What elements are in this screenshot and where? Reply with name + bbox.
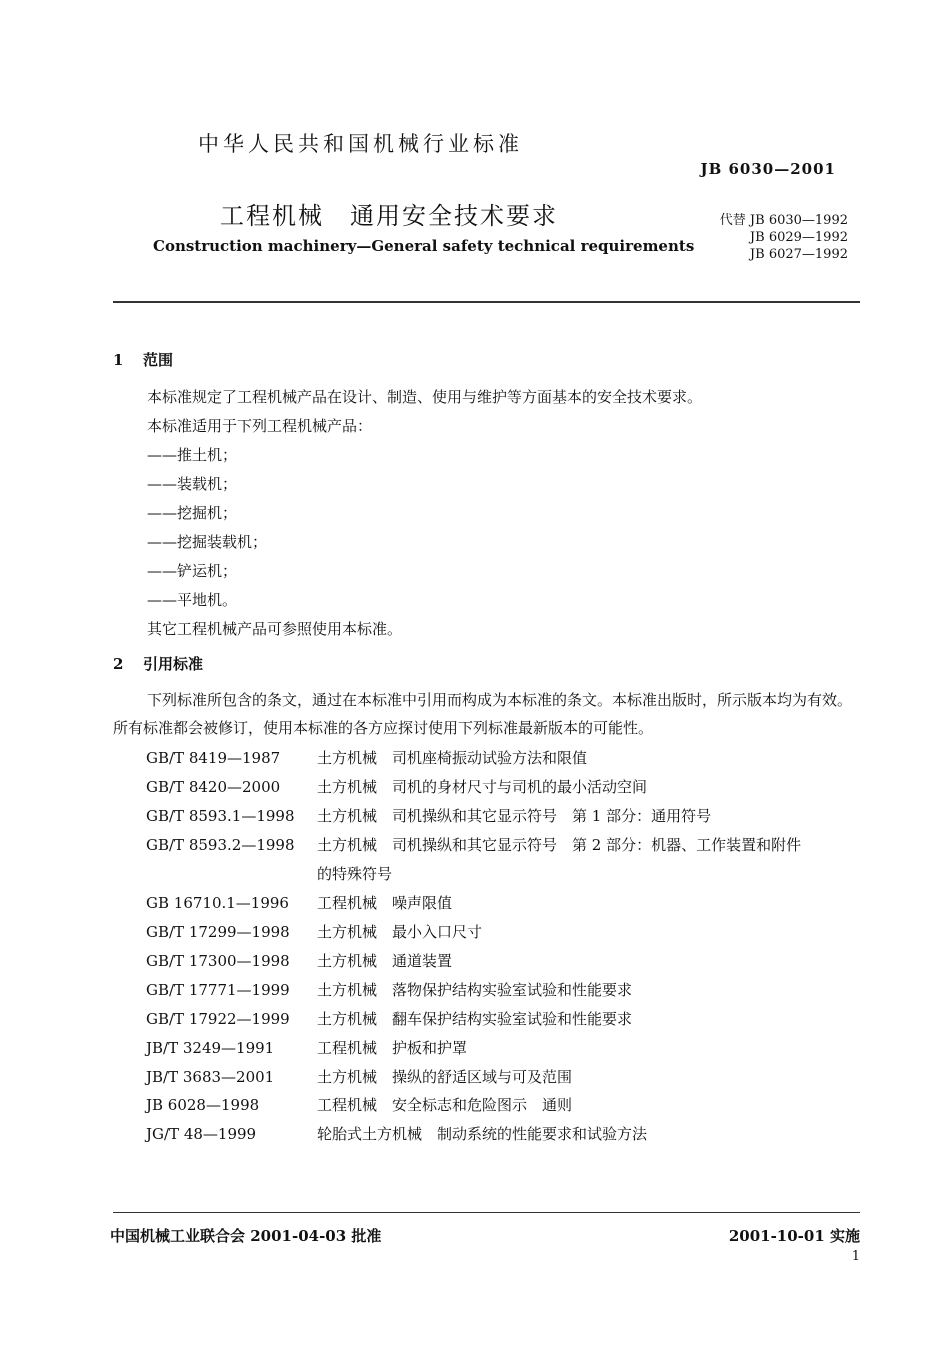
replaces-line: JB 6027—1992 [749, 247, 848, 262]
approval-line: 中国机械工业联合会 2001-04-03 批准 [110, 1227, 382, 1245]
reference-code: GB/T 8593.2—1998 [146, 836, 295, 854]
effective-date: 2001-10-01 实施 [728, 1227, 860, 1245]
reference-title: 土方机械 操纵的舒适区域与可及范围 [317, 1068, 573, 1086]
reference-row [146, 1005, 632, 1033]
reference-title: 土方机械 落物保护结构实验室试验和性能要求 [317, 981, 633, 999]
reference-title: 土方机械 司机座椅振动试验方法和限值 [317, 749, 588, 767]
reference-row [146, 889, 452, 917]
reference-code: GB/T 17299—1998 [146, 923, 290, 941]
scope-paragraph: 本标准规定了工程机械产品在设计、制造、使用与维护等方面基本的安全技术要求。 [147, 388, 703, 406]
reference-code: GB/T 17922—1999 [146, 1010, 290, 1028]
list-item: ——推土机； [147, 446, 238, 464]
references-intro: 下列标准所包含的条文，通过在本标准中引用而构成为本标准的条文。本标准出版时，所示版本均为有效。所有标准都会被修订，使用本标准的各方应探讨使用下列标准最新版本的可能性。 [113, 691, 853, 737]
reference-title: 工程机械 护板和护罩 [317, 1039, 468, 1057]
reference-row [146, 918, 482, 946]
standard-number: JB 6030—2001 [700, 160, 836, 178]
list-item: ——挖掘机； [147, 504, 238, 522]
footer-divider [113, 1212, 860, 1213]
reference-row [146, 976, 632, 1004]
reference-title: 土方机械 司机操纵和其它显示符号 第 2 部分：机器、工作装置和附件 [317, 836, 802, 854]
reference-row [146, 1063, 572, 1091]
list-item: ——挖掘装载机； [147, 533, 268, 551]
reference-code: JB/T 3683—2001 [146, 1068, 275, 1086]
reference-title: 土方机械 翻车保护结构实验室试验和性能要求 [317, 1010, 633, 1028]
header-divider [113, 301, 860, 303]
reference-code: JB 6028—1998 [146, 1096, 260, 1114]
page-number: 1 [851, 1249, 860, 1264]
reference-row [146, 773, 647, 801]
replaces-line: 代替 JB 6030—1992 [719, 213, 848, 228]
reference-row [146, 1034, 467, 1062]
section-number: 2 [113, 655, 124, 673]
list-item: ——铲运机； [147, 562, 238, 580]
reference-title: 土方机械 通道装置 [317, 952, 453, 970]
reference-row [146, 802, 711, 830]
section-2-heading [113, 653, 203, 674]
reference-row [146, 1120, 647, 1148]
reference-code: GB/T 8419—1987 [146, 749, 281, 767]
reference-title: 工程机械 噪声限值 [317, 894, 453, 912]
reference-title: 轮胎式土方机械 制动系统的性能要求和试验方法 [317, 1125, 648, 1143]
reference-row [146, 831, 801, 859]
reference-title: 工程机械 安全标志和危险图示 通则 [317, 1096, 573, 1114]
title-chinese: 工程机械 通用安全技术要求 [220, 202, 558, 230]
reference-code: GB 16710.1—1996 [146, 894, 289, 912]
list-item: ——平地机。 [147, 591, 238, 609]
replaces-block [720, 212, 848, 263]
reference-row [146, 744, 587, 772]
reference-row [146, 1091, 572, 1119]
reference-row [146, 947, 452, 975]
scope-applicability: 本标准适用于下列工程机械产品： [147, 417, 373, 435]
reference-code: GB/T 8420—2000 [146, 778, 281, 796]
reference-code: JG/T 48—1999 [146, 1125, 257, 1143]
section-number: 1 [113, 351, 124, 369]
reference-code: GB/T 8593.1—1998 [146, 807, 295, 825]
reference-code: JB/T 3249—1991 [146, 1039, 275, 1057]
reference-title: 土方机械 司机操纵和其它显示符号 第 1 部分：通用符号 [317, 807, 712, 825]
reference-title-continuation: 的特殊符号 [317, 865, 393, 883]
replaces-line: JB 6029—1992 [749, 230, 848, 245]
title-english: Construction machinery—General safety technical requirements [153, 237, 695, 255]
reference-code: GB/T 17771—1999 [146, 981, 290, 999]
issuing-body: 中华人民共和国机械行业标准 [198, 132, 523, 156]
section-1-heading [113, 349, 173, 370]
scope-reference-note: 其它工程机械产品可参照使用本标准。 [147, 620, 403, 638]
reference-title: 土方机械 司机的身材尺寸与司机的最小活动空间 [317, 778, 648, 796]
section-title: 引用标准 [143, 655, 204, 673]
section-title: 范围 [143, 351, 174, 369]
reference-title: 土方机械 最小入口尺寸 [317, 923, 483, 941]
reference-code: GB/T 17300—1998 [146, 952, 290, 970]
list-item: ——装载机； [147, 475, 238, 493]
